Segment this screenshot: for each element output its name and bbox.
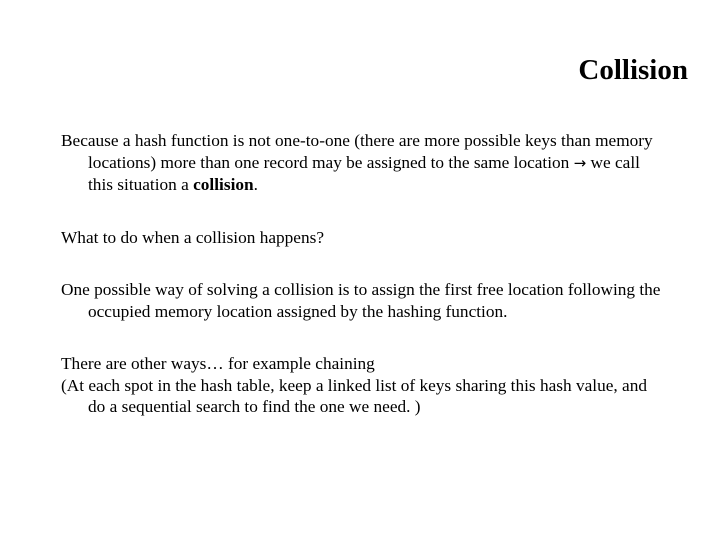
collision-term: collision (193, 175, 254, 194)
slide-body (61, 130, 661, 418)
definition-text: Because a hash function is not one-to-one (there are more possible keys than memory locations) more than one record may be assigned to the same location (61, 131, 653, 172)
paragraph-question: What to do when a collision happens? (61, 227, 324, 247)
definition-period: . (253, 175, 258, 194)
paragraph-linear-probing: One possible way of solving a collision is to assign the first free location following the occupied memory location assigned by the hashing function. (61, 280, 661, 321)
paragraph-collision-definition (61, 130, 661, 196)
right-arrow-icon: → (573, 153, 587, 172)
paragraph-chaining: (At each spot in the hash table, keep a linked list of keys sharing this hash value, and do a sequential search to find the one we need. ) (61, 375, 647, 416)
slide-title: Collision (578, 54, 688, 86)
definition-text-continued: we call this situation a (88, 152, 640, 194)
paragraph-other-ways: There are other ways… for example chaining (61, 354, 375, 373)
